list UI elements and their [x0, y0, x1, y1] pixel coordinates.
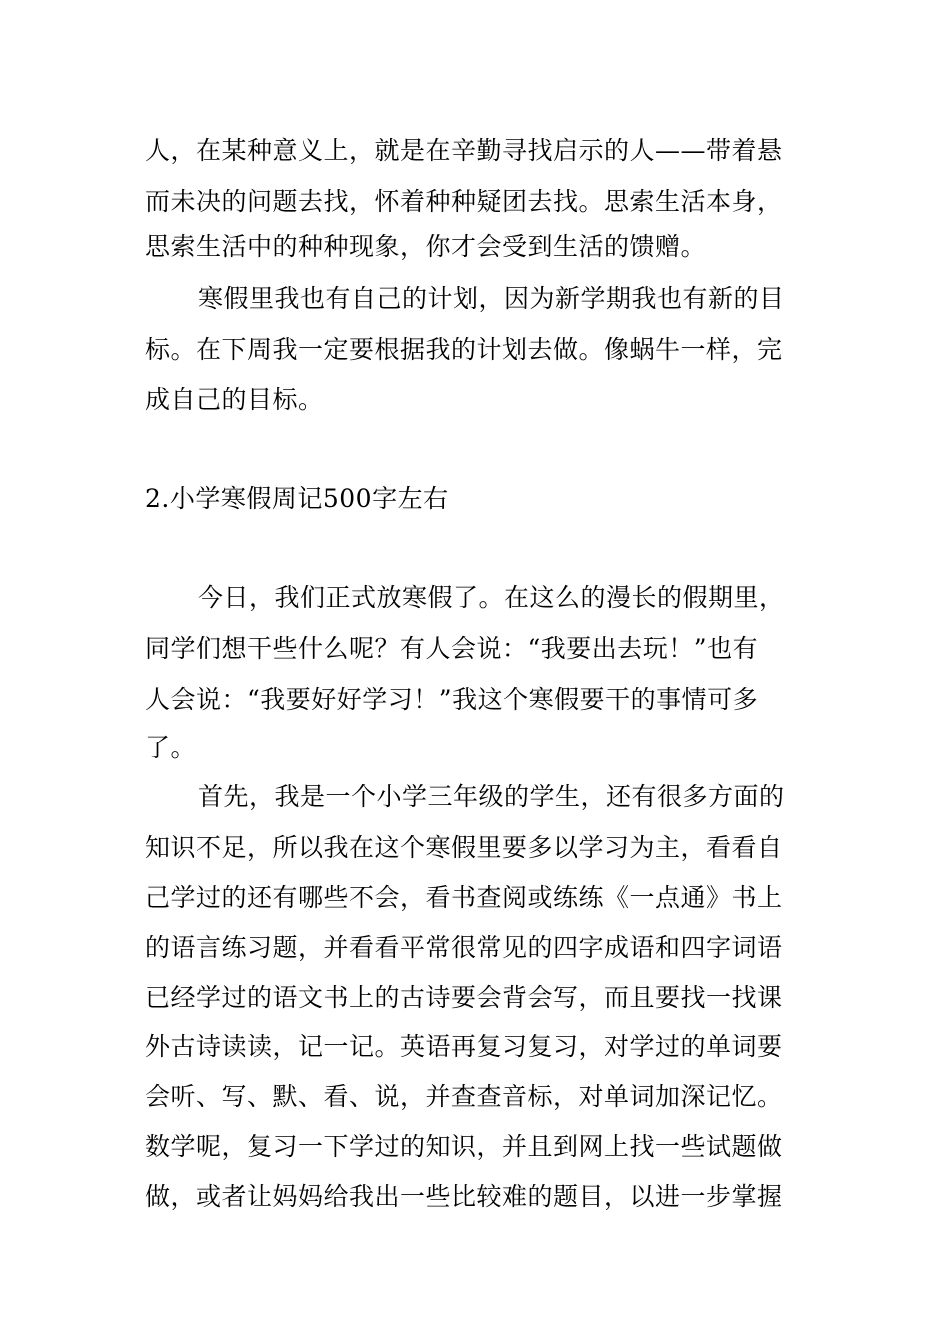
paragraph-4-line-4: 的语言练习题，并看看平常很常见的四字成语和四字词语: [145, 933, 783, 962]
paragraph-3-line-4: 了。: [145, 733, 197, 762]
paragraph-3-line-3: 人会说：“我要好好学习！”我这个寒假要干的事情可多: [145, 685, 759, 714]
paragraph-1-line-2: 而未决的问题去找，怀着种种疑团去找。思索生活本身，: [145, 187, 783, 216]
paragraph-1-line-3: 思索生活中的种种现象，你才会受到生活的馈赠。: [145, 232, 707, 261]
paragraph-3-line-2: 同学们想干些什么呢？有人会说：“我要出去玩！”也有: [145, 634, 759, 663]
paragraph-1-line-1: 人，在某种意义上，就是在辛勤寻找启示的人——带着悬: [145, 136, 783, 165]
paragraph-4-line-2: 知识不足，所以我在这个寒假里要多以学习为主，看看自: [145, 833, 783, 862]
paragraph-2-line-2: 标。在下周我一定要根据我的计划去做。像蜗牛一样，完: [145, 335, 783, 364]
paragraph-2-line-1: 寒假里我也有自己的计划，因为新学期我也有新的目: [198, 284, 785, 313]
paragraph-4-line-3: 己学过的还有哪些不会，看书查阅或练练《一点通》书上: [145, 883, 783, 912]
paragraph-4-line-7: 会听、写、默、看、说，并查查音标，对单词加深记忆。: [145, 1082, 783, 1111]
paragraph-4-line-8: 数学呢，复习一下学过的知识，并且到网上找一些试题做: [145, 1132, 783, 1161]
paragraph-4-line-5: 已经学过的语文书上的古诗要会背会写，而且要找一找课: [145, 983, 783, 1012]
section-heading: 2.小学寒假周记500字左右: [145, 484, 449, 513]
paragraph-4-line-6: 外古诗读读，记一记。英语再复习复习，对学过的单词要: [145, 1032, 783, 1061]
paragraph-3-line-1: 今日，我们正式放寒假了。在这么的漫长的假期里，: [198, 583, 785, 612]
paragraph-4-line-9: 做，或者让妈妈给我出一些比较难的题目，以进一步掌握: [145, 1182, 783, 1211]
paragraph-2-line-3: 成自己的目标。: [145, 385, 324, 414]
paragraph-4-line-1: 首先，我是一个小学三年级的学生，还有很多方面的: [198, 782, 785, 811]
